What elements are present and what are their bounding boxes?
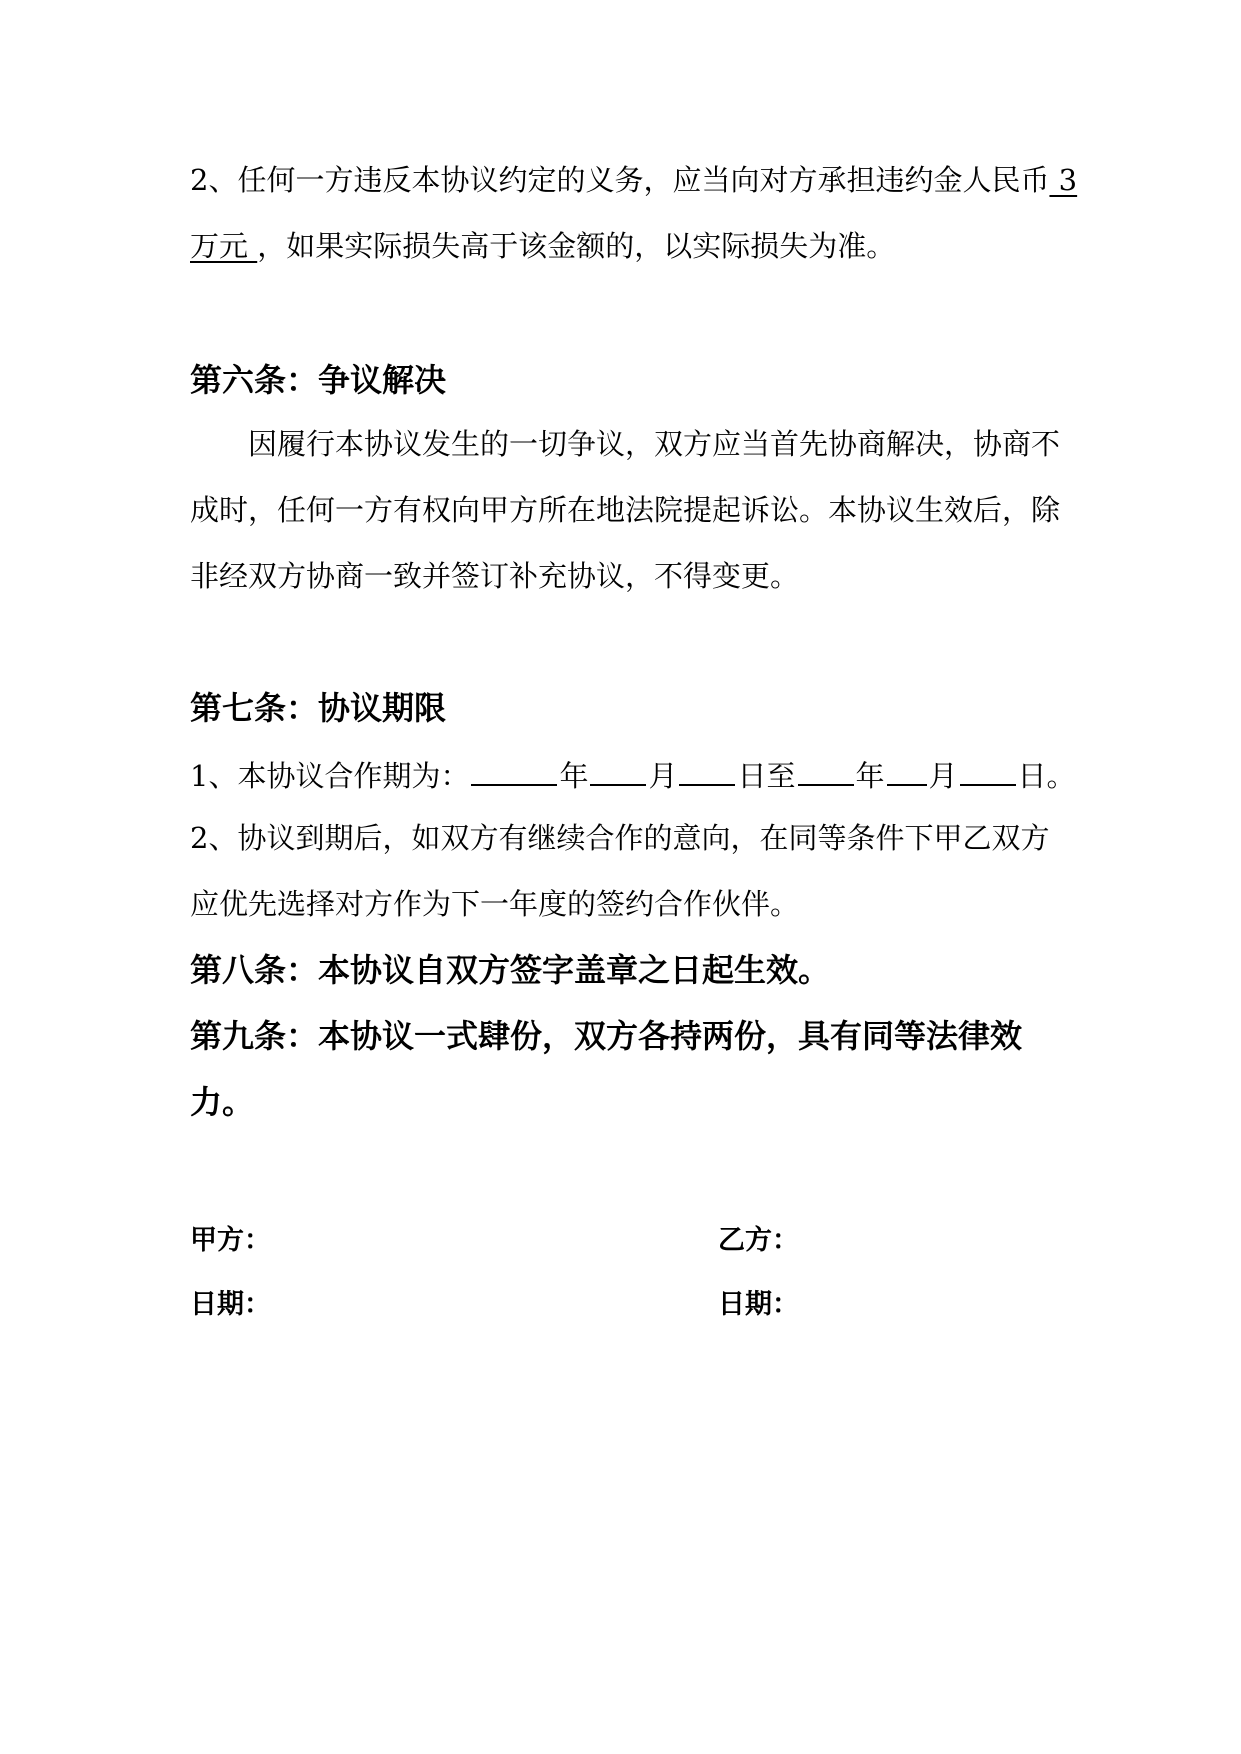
clause6-line3: 非经双方协商一致并签订补充协议，不得变更。	[190, 559, 800, 593]
party-a-label: 甲方：	[190, 1225, 271, 1256]
date-b-label: 日期：	[718, 1289, 799, 1320]
clause7-heading: 第七条：协议期限	[190, 689, 447, 727]
clause5-item2-text-end: ，如果实际损失高于该金额的，以实际损失为准。	[257, 229, 896, 263]
end-year-label: 年	[855, 759, 885, 793]
clause5-item2-line1	[190, 163, 1078, 197]
party-b-label: 乙方：	[718, 1225, 799, 1256]
penalty-amount-part1: 3	[1049, 163, 1078, 197]
clause6-line2: 成时，任何一方有权向甲方所在地法院提起诉讼。本协议生效后，除	[190, 493, 1061, 527]
clause5-item2-text: 2、任何一方违反本协议约定的义务，应当向对方承担违约金人民币	[190, 163, 1050, 197]
term-prefix: 1、本协议合作期为：	[190, 759, 470, 793]
clause8-text: 第八条：本协议自双方签字盖章之日起生效。	[190, 951, 831, 989]
clause6-line1: 因履行本协议发生的一切争议，双方应当首先协商解决，协商不	[248, 427, 1061, 461]
clause7-item2-line2: 应优先选择对方作为下一年度的签约合作伙伴。	[190, 887, 800, 921]
start-day-blank[interactable]	[679, 758, 735, 786]
start-year-label: 年	[559, 759, 589, 793]
clause7-item1	[190, 758, 1076, 791]
start-day-to-label: 日至	[737, 759, 796, 793]
end-year-blank[interactable]	[798, 758, 854, 786]
start-month-blank[interactable]	[590, 758, 646, 786]
penalty-amount-part2: 万元	[190, 229, 258, 263]
start-month-label: 月	[648, 759, 678, 793]
clause6-heading: 第六条：争议解决	[190, 361, 447, 399]
end-month-blank[interactable]	[887, 758, 927, 786]
clause7-item2-line1: 2、协议到期后，如双方有继续合作的意向，在同等条件下甲乙双方	[190, 821, 1050, 855]
clause9-line1: 第九条：本协议一式肆份，双方各持两份，具有同等法律效	[190, 1017, 1023, 1055]
date-a-label: 日期：	[190, 1289, 271, 1320]
clause9-line2: 力。	[190, 1083, 255, 1121]
clause5-item2-line2	[190, 229, 896, 263]
start-year-blank[interactable]	[471, 758, 557, 786]
end-month-label: 月	[928, 759, 958, 793]
end-day-blank[interactable]	[960, 758, 1016, 786]
end-day-label: 日。	[1017, 759, 1076, 793]
